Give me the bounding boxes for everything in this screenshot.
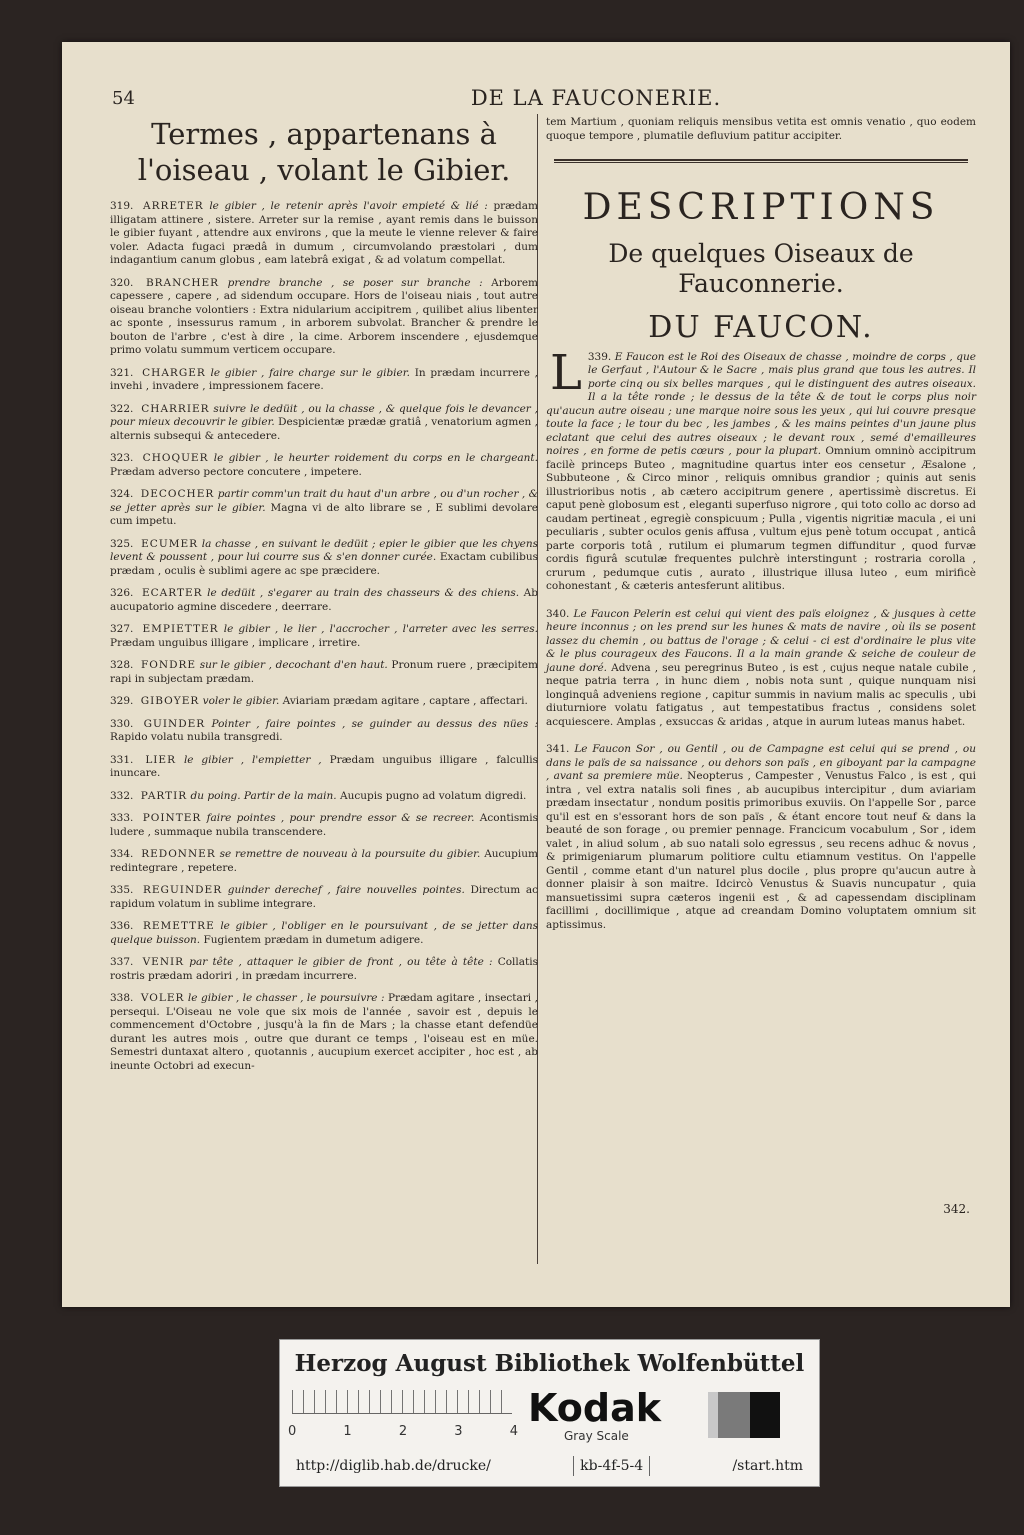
entry-french: le gibier , faire charge sur le gibier.	[210, 366, 410, 379]
entry-term: CHARGER	[142, 366, 206, 379]
entry-term: EMPIETTER	[142, 623, 219, 635]
entry-term: GUINDER	[143, 717, 206, 730]
paragraph-french: Le Faucon Sor , ou Gentil , ou de Campagne est celui qui se prend , ou dans le païs de sa naissance , ou dehors son païs , en giboyant par la campagne , avant sa premiere müe.	[546, 743, 976, 782]
term-entry	[110, 200, 538, 268]
entry-latin: Prædam unguibus illigare , implicare , irretire.	[110, 636, 361, 649]
footer-start: /start.htm	[732, 1458, 803, 1474]
term-entry	[110, 538, 538, 579]
entry-french: le gibier , l'obliger en le poursuivant , de se jetter dans quelque buisson.	[110, 920, 539, 946]
footer-url: http://diglib.hab.de/drucke/	[296, 1458, 491, 1474]
scale-number: 2	[398, 1424, 408, 1439]
term-entry	[110, 790, 538, 804]
gray-swatch-dark	[750, 1392, 780, 1438]
entry-french: le gibier , l'empietter ,	[183, 753, 322, 766]
paragraph-number: 339.	[587, 350, 612, 363]
entry-number: 336.	[110, 920, 134, 932]
description-paragraph	[546, 344, 977, 594]
term-entry	[110, 884, 538, 911]
entry-number: 337.	[110, 956, 134, 968]
description-paragraph	[546, 743, 976, 932]
faucon-heading: DU FAUCON.	[648, 310, 874, 345]
term-entry	[110, 277, 538, 358]
entry-term: DECOCHER	[140, 488, 215, 500]
term-entry	[110, 452, 538, 479]
paragraph-latin: Neopterus , Campester , Venustus Falco , is est , qui intra , vel extra natalis soli fines , ab aucupibus intercipitur , dum aviariam prædam insectatur , nondum positis primoribus exuviis. On l'appelle Sor , parce qu'il est en s'essorant hors de son païs , & étant encore tout neuf & dans la beauté de son forage , ou premier pennage. Francicum vocabulum , Sor , idem valet , in aliud solum , ab suo natali solo egressus , seu recens adhuc & novus , & primigeniarum plumarum politiore cultu etiamnum vestitus. On l'appelle Gentil , comme etant d'un naturel plus docile , plus propre qu'aucun autre à donner plaisir à son maitre. Idcircò Venustus & Suavis nuncupatur , quia mansuetissimi supra cæteros ingenii est , & ad capessendam disciplinam facillimi , docillimique , atque ad creandam Domino voluptatem omnium sit aptissimus.	[546, 770, 976, 931]
entry-number: 324.	[110, 488, 134, 500]
page-number: 54	[112, 88, 135, 109]
paragraph-number: 340.	[546, 607, 570, 620]
entry-latin: Directum ac rapidum volatum in sublime integrare.	[110, 884, 538, 910]
term-entry	[110, 695, 538, 709]
entry-number: 322.	[110, 402, 134, 415]
entry-term: LIER	[145, 753, 177, 766]
card-footer	[280, 1456, 819, 1476]
descriptions-title: DESCRIPTIONS	[582, 187, 940, 228]
entry-latin: Rapido volatu nubila transgredi.	[110, 731, 283, 743]
kodak-logo: Kodak	[528, 1386, 661, 1430]
entry-term: PARTIR	[140, 789, 188, 802]
entry-french: prendre branche , se poser sur branche :	[227, 276, 483, 289]
entry-french: Pointer , faire pointes , se guinder au dessus des nües :	[211, 717, 539, 730]
gray-swatch-mid	[718, 1392, 750, 1438]
entry-french: le gibier , le heurter roidement du corps en le chargeant.	[213, 452, 538, 464]
term-entry	[110, 956, 538, 983]
entry-latin: Exactam cubilibus prædam , oculis è sublimi agere ac spe præcidere.	[110, 551, 539, 577]
gray-swatch-light	[708, 1392, 718, 1438]
entry-french: voler le gibier.	[202, 695, 280, 707]
footer-shelfmark: kb-4f-5-4	[573, 1456, 650, 1476]
scale-number: 3	[454, 1424, 463, 1439]
entry-term: FONDRE	[141, 659, 197, 671]
term-entry	[110, 403, 538, 444]
entry-term: ARRETER	[143, 200, 204, 212]
entry-french: suivre le dedüit , ou la chasse , & quelque fois le devancer , pour mieux decouvrir le gibier.	[110, 402, 538, 428]
entry-french: le gibier , le chasser , le poursuivre :	[187, 992, 385, 1004]
entry-latin: In prædam incurrere , invehi , invadere , impressionem facere.	[110, 366, 538, 392]
paragraph-number: 341.	[546, 743, 570, 755]
entry-number: 326.	[110, 587, 134, 599]
entry-latin: Aucupium redintegrare , repetere.	[110, 848, 538, 874]
entry-number: 335.	[110, 884, 134, 896]
entry-number: 328.	[110, 659, 134, 671]
entry-number: 327.	[110, 623, 134, 635]
term-entries	[110, 200, 538, 1073]
paragraph-latin: Advena , seu peregrinus Buteo , is est , cujus neque natale cubile , neque patria terra , in hunc diem , nobis nota sunt , quique nunquam nisi longinquâ adveniens regione , capitur summis in navium malis ac speculis , ubi diuturniore volatu fatigatus , aut tempestatibus fractus , considens solet acquiescere. Amplas , exsuccas & aridas , atque in aurum luteas manus habet.	[546, 661, 976, 728]
catchword: 342.	[943, 1202, 970, 1216]
entry-latin: Aucupis pugno ad volatum digredi.	[339, 789, 527, 802]
entry-latin: Acontismis ludere , summaque nubila transcendere.	[110, 812, 538, 838]
entry-term: ECUMER	[141, 537, 199, 550]
continued-text: tem Martium , quoniam reliquis mensibus vetita est omnis venatio , quo eodem quoque tempore , plumatile defluvium patitur accipiter.	[546, 116, 976, 142]
entry-term: GIBOYER	[140, 695, 200, 707]
entry-french: le dedüit , s'egarer au train des chasseurs & des chiens.	[207, 587, 520, 599]
entry-latin: Prædam unguibus illigare , falcullis inuncare.	[110, 753, 538, 779]
entry-french: partir comm'un trait du haut d'un arbre , ou d'un rocher , & se jetter après sur le gibier.	[110, 488, 538, 514]
entry-french: le gibier , le lier , l'accrocher , l'arreter avec les serres.	[223, 623, 539, 635]
paragraph-french: Le Faucon Pelerin est celui qui vient des païs eloignez , & jusques à cette heure inconnus ; on les prend sur les hunes & mats de navire , où ils se posent lassez du chemin , ou battus de l'orage ; & celui - ci est d'ordinaire le plus vite & le plus courageux des Faucons. Il a la main grande & seiche de couleur de jaune doré.	[546, 607, 977, 674]
entry-french: se remettre de nouveau à la poursuite du gibier.	[219, 848, 481, 860]
entry-latin: Arborem capessere , capere , ad sidendum occupare. Hors de l'oiseau niais , tout autre oiseau branche volontiers : Extra nidularium accipitrem , quilibet alius libenter ac sponte , insessurus ramum , in arborem subvolat. Brancher & prendre le bouton de l'arbre , c'est à dire , la cime. Arborem inscendere , ejusdemque primo volatu summum verticem occupare.	[110, 276, 539, 356]
library-name: Herzog August Bibliothek Wolfenbüttel	[294, 1350, 805, 1377]
entry-number: 325.	[110, 537, 134, 550]
entry-latin: Prædam adverso pectore concutere , impetere.	[110, 465, 362, 478]
term-entry	[110, 992, 538, 1073]
entry-french: par tête , attaquer le gibier de front , ou tête à tête :	[189, 956, 493, 968]
entry-latin: Pronum ruere , præcipitem rapi in subjectam prædam.	[110, 659, 538, 685]
scale-numbers	[288, 1424, 518, 1439]
term-entry	[110, 587, 538, 614]
entry-term: REDONNER	[141, 848, 216, 860]
entry-latin: Ab aucupatorio agmine discedere , deerrare.	[110, 587, 538, 613]
entry-term: BRANCHER	[145, 276, 220, 289]
calibration-card	[279, 1339, 820, 1487]
entry-number: 321.	[110, 366, 134, 379]
scale-number: 0	[288, 1424, 297, 1439]
term-entry	[110, 754, 538, 781]
entry-french: guinder derechef , faire nouvelles pointes.	[227, 884, 465, 896]
term-entry	[110, 367, 538, 394]
entry-latin: Magna vi de alto librare se , E sublimi devolare cum impetu.	[110, 501, 538, 527]
scale-number: 4	[509, 1424, 518, 1439]
entry-latin: prædam illigatam attinere , sistere. Arreter sur la remise , ayant remis dans le buisson le gibier fuyant , attendre aux environs , que la meute le vienne relever & faire voler. Adacta fugaci prædâ in dumum , circumvolando præstolari , dum indagantium canum globus , eam latebrâ exigat , & ad volatum compellat.	[110, 200, 538, 266]
entry-number: 320.	[110, 276, 134, 289]
descriptions-subtitle: De quelques Oiseaux de Fauconnerie.	[608, 239, 914, 298]
term-entry	[110, 659, 538, 686]
entry-number: 333.	[110, 812, 134, 824]
entry-number: 330.	[110, 717, 134, 730]
entry-term: CHARRIER	[141, 402, 210, 415]
entry-number: 332.	[110, 789, 134, 802]
entry-latin: Despicientæ prædæ gratiâ , venatorium agmen , alternis subsequi & antecedere.	[110, 416, 538, 442]
term-entry	[110, 812, 538, 839]
term-entry	[110, 718, 538, 745]
paragraph-french: E Faucon est le Roi des Oiseaux de chasse , moindre de corps , que le Gerfaut , l'Autour & le Sacre , mais plus grand que tous les autres. Il porte cinq ou six belles marques , qui le distinguent des autres oiseaux. Il a la tête ronde ; le dessus de la tête & de tout le corps plus noir qu'aucun autre oiseau ; une marque noire sous les yeux , qui lui couvre presque toute la face ; le tour du bec , les jambes , & les mains peintes d'un jaune plus eclatant que celui des autres oiseaux ; le devant roux , semé d'emailleures noires , en forme de petis cœurs , pour la plupart.	[546, 350, 976, 457]
entry-term: CHOQUER	[142, 452, 209, 464]
entry-term: VENIR	[142, 956, 185, 968]
description-paragraphs	[546, 344, 977, 933]
entry-number: 334.	[110, 848, 134, 860]
entry-term: REGUINDER	[142, 884, 223, 896]
book-page	[62, 42, 1010, 1307]
scale-ruler	[292, 1390, 512, 1414]
right-column	[546, 116, 976, 946]
entry-number: 329.	[110, 695, 134, 707]
entry-number: 323.	[110, 452, 134, 464]
scale-number: 1	[343, 1424, 352, 1439]
entry-french: faire pointes , pour prendre essor & se recreer.	[206, 812, 475, 824]
gray-scale-label: Gray Scale	[564, 1429, 629, 1443]
entry-french: le gibier , le retenir après l'avoir empieté & lié :	[209, 200, 488, 212]
entry-french: sur le gibier , decochant d'en haut.	[199, 659, 388, 671]
entry-french: du poing. Partir de la main.	[190, 789, 337, 802]
paragraph-latin: Omnium omninò accipitrum facilè princeps Buteo , magnitudine quartus inter eos censetur , Æsalone , Subbuteone , & Circo minor , reliquis omnibus grandior ; quinis aut senis illustrioribus notis , ab cætero accipitrum genere , apertissimè discretus. Ei caput penè globosum est , eleganti superfuso nigrore , qui toto collo ac dorso ad caudam pertineat , egregiè conspicuum ; Pulla , vigentis nigritiæ macula , ei uni peculiaris , subter oculos genis affusa , vultum ejus penè totum occupat , anticâ parte corporis totâ , rutilum ei plumarum tegmen diffunditur , quod furvæ cordis figurâ scutulæ frequentes pulchrè interstingunt ; rostraria corolla , crurum , pedumque cutis , aurato , illustrique illusa luteo , eum mirificè cohonestant , & cæteris antesferunt alitibus.	[546, 445, 977, 592]
entry-french: la chasse , en suivant le dedüit ; epier le gibier que les chyens levent & poussent , pour lui courre sus & s'en donner curée.	[110, 537, 539, 563]
description-paragraph	[546, 608, 976, 730]
running-head: DE LA FAUCONERIE.	[470, 86, 722, 110]
entry-term: REMETTRE	[142, 920, 215, 932]
left-column	[110, 116, 538, 1082]
entry-number: 319.	[110, 200, 134, 212]
term-entry	[110, 848, 538, 875]
entry-term: ECARTER	[141, 587, 203, 599]
entry-latin: Prædam agitare , insectari , persequi. L'Oiseau ne vole que six mois de l'année , savoir est , depuis le commencement d'Octobre , jusqu'à la fin de Mars ; la chasse etant defendüe durant les autres mois , outre que durant ce temps , l'oiseau est en müe. Semestri duntaxat altero , quotannis , aucupium exercet accipiter , hoc est , ab ineunte Octobri ad execun-	[110, 992, 538, 1072]
entry-latin: Aviariam prædam agitare , captare , affectari.	[282, 695, 528, 707]
section-title: Termes , appartenans à l'oiseau , volant le Gibier.	[137, 117, 511, 187]
drop-cap: L	[550, 344, 582, 401]
term-entry	[110, 488, 538, 529]
entry-term: POINTER	[142, 812, 202, 824]
term-entry	[110, 623, 538, 650]
entry-term: VOLER	[140, 992, 185, 1004]
ornament-rule	[554, 159, 968, 163]
entry-number: 338.	[110, 992, 134, 1004]
entry-latin: Fugientem prædam in dumetum adigere.	[203, 933, 424, 946]
entry-latin: Collatis rostris prædam adoriri , in prædam incurrere.	[110, 956, 539, 982]
term-entry	[110, 920, 538, 947]
entry-number: 331.	[110, 753, 134, 766]
